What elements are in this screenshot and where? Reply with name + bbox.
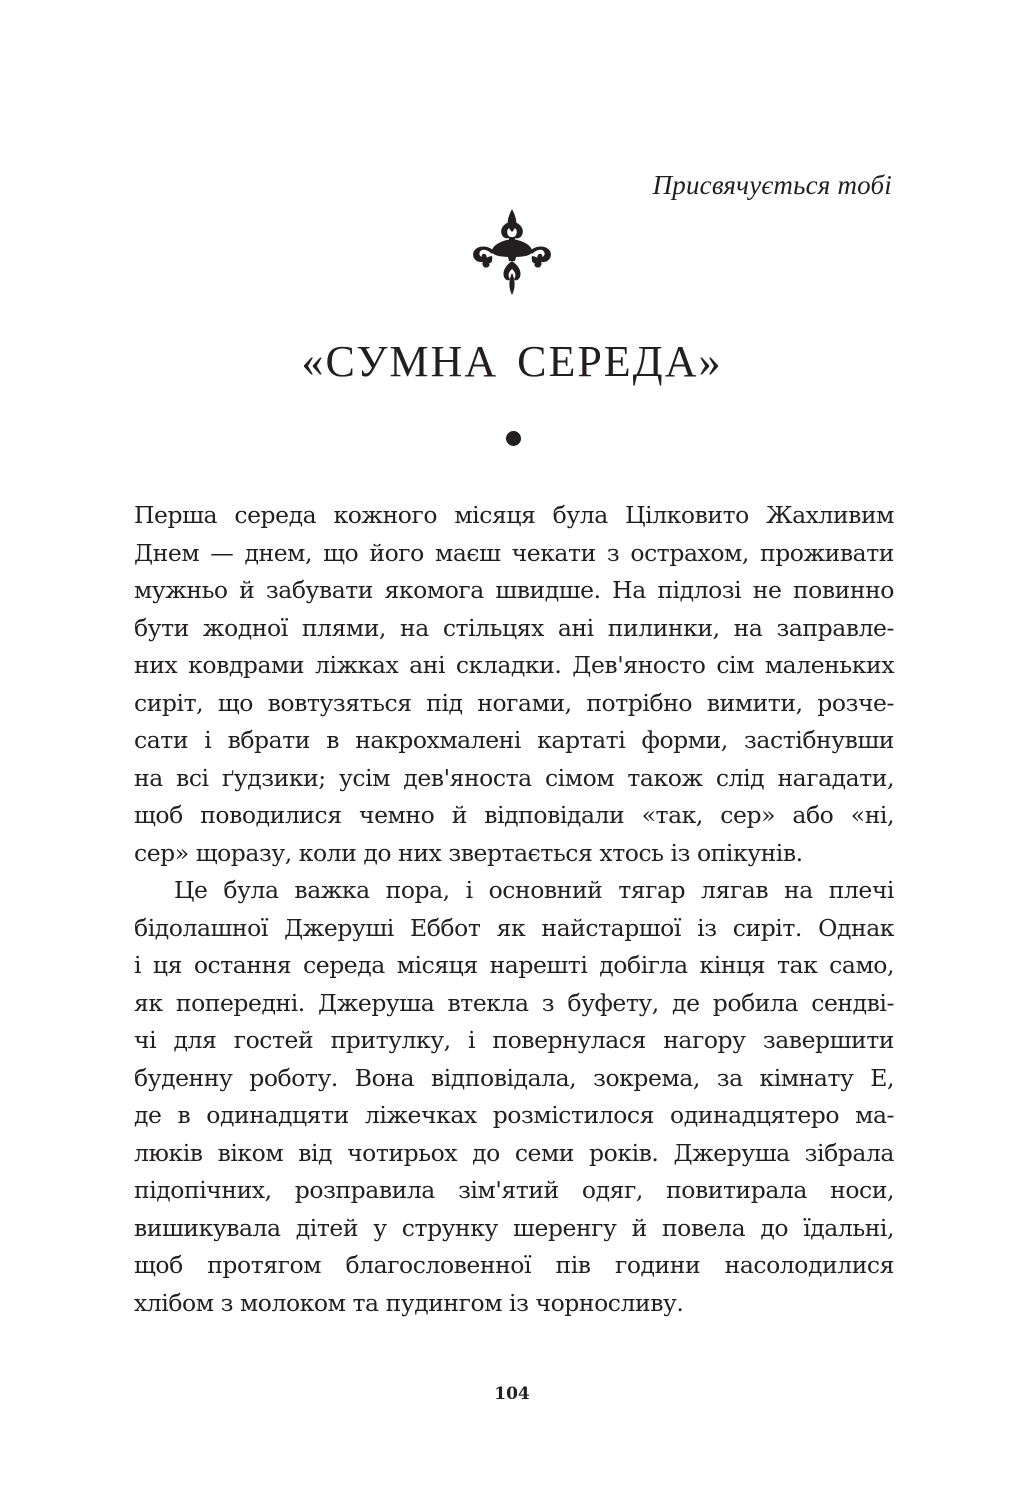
paragraph bbox=[134, 497, 894, 872]
page-number: 104 bbox=[494, 1384, 530, 1404]
text-line: сер» щоразу, коли до них звертається хтось із опікунів. bbox=[134, 838, 803, 867]
paragraph bbox=[134, 872, 894, 1322]
text-line: чі для гостей притулку, і повернулася нагору завершити bbox=[134, 1026, 894, 1054]
text-line: на всі ґудзики; усім дев'яноста сімом також слід нагадати, bbox=[134, 763, 894, 792]
text-line: Це була важка пора, і основний тягар лягав на плечі bbox=[174, 876, 894, 904]
text-line: де в одинадцяти ліжечках розмістилося одинадцятеро ма- bbox=[134, 1101, 894, 1129]
fleuron-ornament-icon bbox=[470, 207, 554, 297]
text-line: сиріт, що вовтузяться під ногами, потрібно вимити, розче- bbox=[134, 688, 894, 717]
text-line: хлібом з молоком та пудингом із чорносливу. bbox=[134, 1288, 684, 1317]
text-line: Перша середа кожного місяця була Цілковито Жахливим bbox=[134, 501, 894, 529]
text-line: вишикувала дітей у струнку шеренгу й повела до їдальні, bbox=[134, 1213, 894, 1242]
text-line: щоб поводилися чемно й відповідали «так, сер» або «ні, bbox=[134, 801, 894, 829]
text-line: Днем — днем, що його маєш чекати з острахом, проживати bbox=[134, 538, 894, 567]
text-line: як попередні. Джеруша втекла з буфету, де робила сендві- bbox=[134, 988, 894, 1017]
text-line: них ковдрами ліжках ані складки. Дев'яносто сім маленьких bbox=[134, 651, 894, 679]
text-line: буденну роботу. Вона відповідала, зокрема, за кімнату Е, bbox=[134, 1063, 894, 1092]
text-line: і ця остання середа місяця нарешті добігла кінця так само, bbox=[134, 951, 894, 979]
text-line: сати і вбрати в накрохмалені картаті форми, застібнувши bbox=[134, 726, 894, 754]
dedication: Присвячується тобі bbox=[652, 170, 892, 200]
chapter-body bbox=[134, 497, 894, 1322]
text-line: бідолашної Джеруші Еббот як найстаршої із сиріт. Однак bbox=[134, 913, 894, 942]
text-line: бути жодної плями, на стільцях ані пилинки, на заправле- bbox=[134, 613, 894, 642]
text-line: підопічних, розправила зім'ятий одяг, повитирала носи, bbox=[134, 1176, 894, 1204]
chapter-title: «СУМНА СЕРЕДА» bbox=[301, 337, 723, 386]
text-line: люків віком від чотирьох до семи років. Джеруша зібрала bbox=[134, 1138, 894, 1167]
text-line: мужньо й забувати якомога швидше. На підлозі не повинно bbox=[134, 576, 894, 604]
bullet-icon bbox=[506, 431, 521, 446]
text-line: щоб протягом благословенної пів години насолодилися bbox=[134, 1251, 894, 1279]
